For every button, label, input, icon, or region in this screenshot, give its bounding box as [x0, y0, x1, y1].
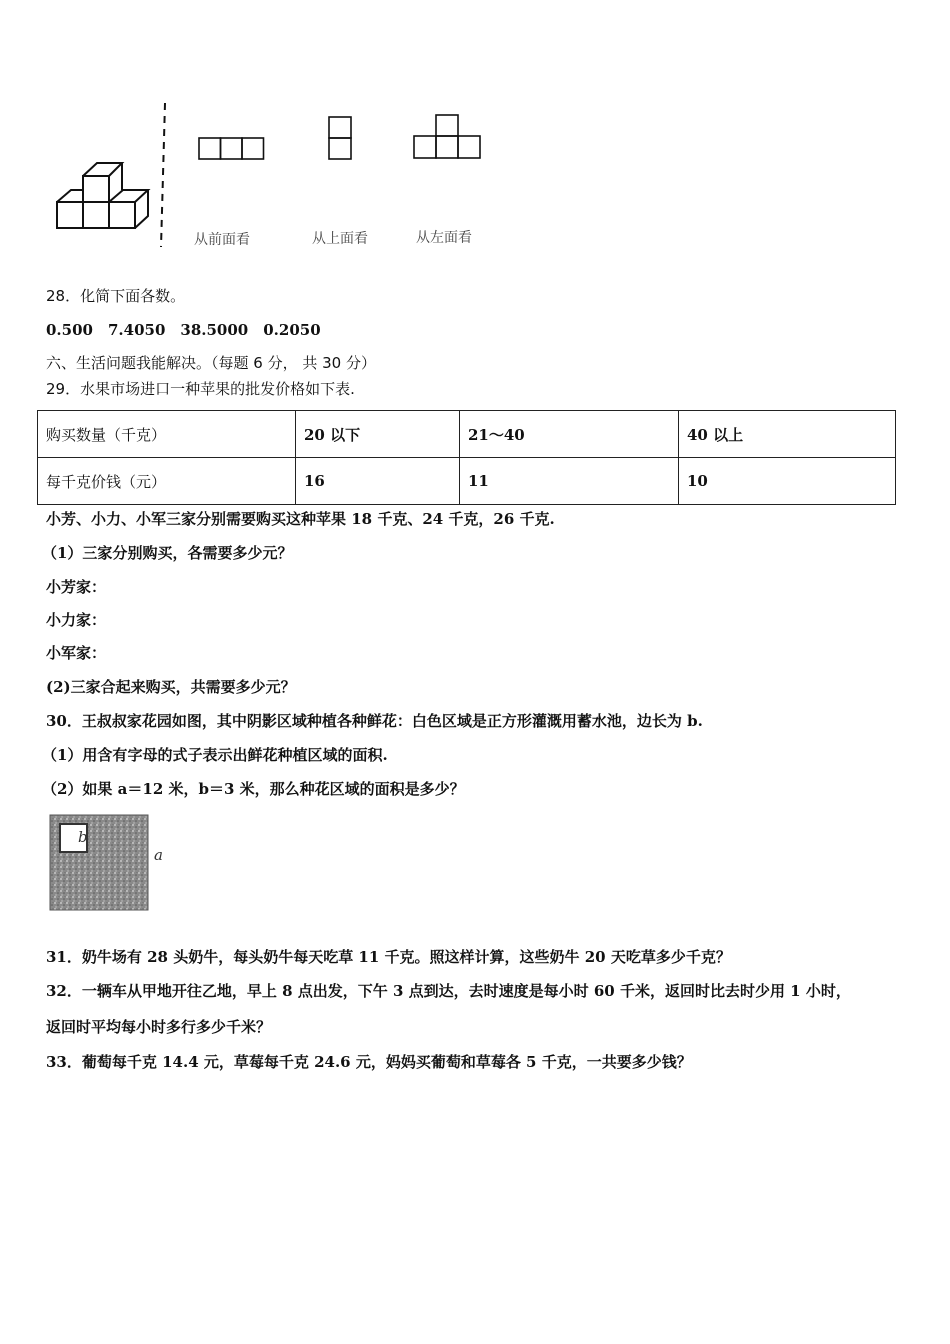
q28-numbers: 0.500 7.4050 38.5000 0.2050 — [46, 321, 321, 339]
q32-line2: 返回时平均每小时多行多少千米？ — [46, 1018, 272, 1036]
q29-part1: （1）三家分别购买，各需要多少元？ — [42, 544, 293, 562]
garden-square-drawing — [48, 812, 178, 917]
left-view-caption: 从左面看 — [416, 230, 472, 246]
q29-title: 29．水果市场进口一种苹果的批发价格如下表. — [46, 380, 355, 398]
table-cell: 16 — [296, 458, 460, 505]
q33-title: 33．葡萄每千克 14.4 元，草莓每千克 24.6 元，妈妈买葡萄和草莓各 5 千克，一共要多少钱？ — [46, 1053, 692, 1071]
pond-side-label: b — [78, 828, 88, 846]
answer-xiaofang: 小芳家： — [46, 578, 107, 596]
table-cell: 40 以上 — [679, 411, 896, 458]
garden-side-label: a — [154, 846, 163, 864]
table-cell: 每千克价钱（元） — [38, 458, 296, 505]
q29-part2: (2)三家合起来购买，共需要多少元？ — [46, 678, 296, 696]
q31-title: 31．奶牛场有 28 头奶牛，每头奶牛每天吃草 11 千克。照这样计算，这些奶牛 20 天吃草多少千克？ — [46, 948, 731, 966]
q30-part1: （1）用含有字母的式子表示出鲜花种植区域的面积. — [42, 746, 388, 764]
top-view-caption: 从上面看 — [312, 231, 368, 247]
table-cell: 购买数量（千克） — [38, 411, 296, 458]
table-cell: 11 — [460, 458, 679, 505]
answer-xiaoli: 小力家： — [46, 611, 107, 629]
cube-views-figure — [40, 95, 510, 260]
table-row — [38, 458, 896, 505]
table-cell: 21～40 — [460, 411, 679, 458]
q30-part2: （2）如果 a＝12 米，b＝3 米，那么种花区域的面积是多少？ — [42, 780, 465, 798]
q29-statement: 小芳、小力、小军三家分别需要购买这种苹果 18 千克、24 千克，26 千克. — [46, 510, 555, 528]
price-table — [37, 410, 896, 505]
garden-figure — [48, 812, 178, 917]
answer-xiaojun: 小军家： — [46, 644, 107, 662]
table-cell: 10 — [679, 458, 896, 505]
q32-line1: 32．一辆车从甲地开往乙地，早上 8 点出发，下午 3 点到达，去时速度是每小时 60 千米，返回时比去时少用 1 小时， — [46, 982, 851, 1000]
table-row — [38, 411, 896, 458]
q28-title: 28．化简下面各数。 — [46, 287, 186, 305]
section-6-heading: 六、生活问题我能解决。（每题 6 分， 共 30 分） — [46, 354, 376, 372]
front-view-caption: 从前面看 — [194, 232, 250, 248]
q30-title: 30．王叔叔家花园如图，其中阴影区域种植各种鲜花：白色区域是正方形灌溉用蓄水池，边长为 b. — [46, 712, 703, 730]
table-cell: 20 以下 — [296, 411, 460, 458]
